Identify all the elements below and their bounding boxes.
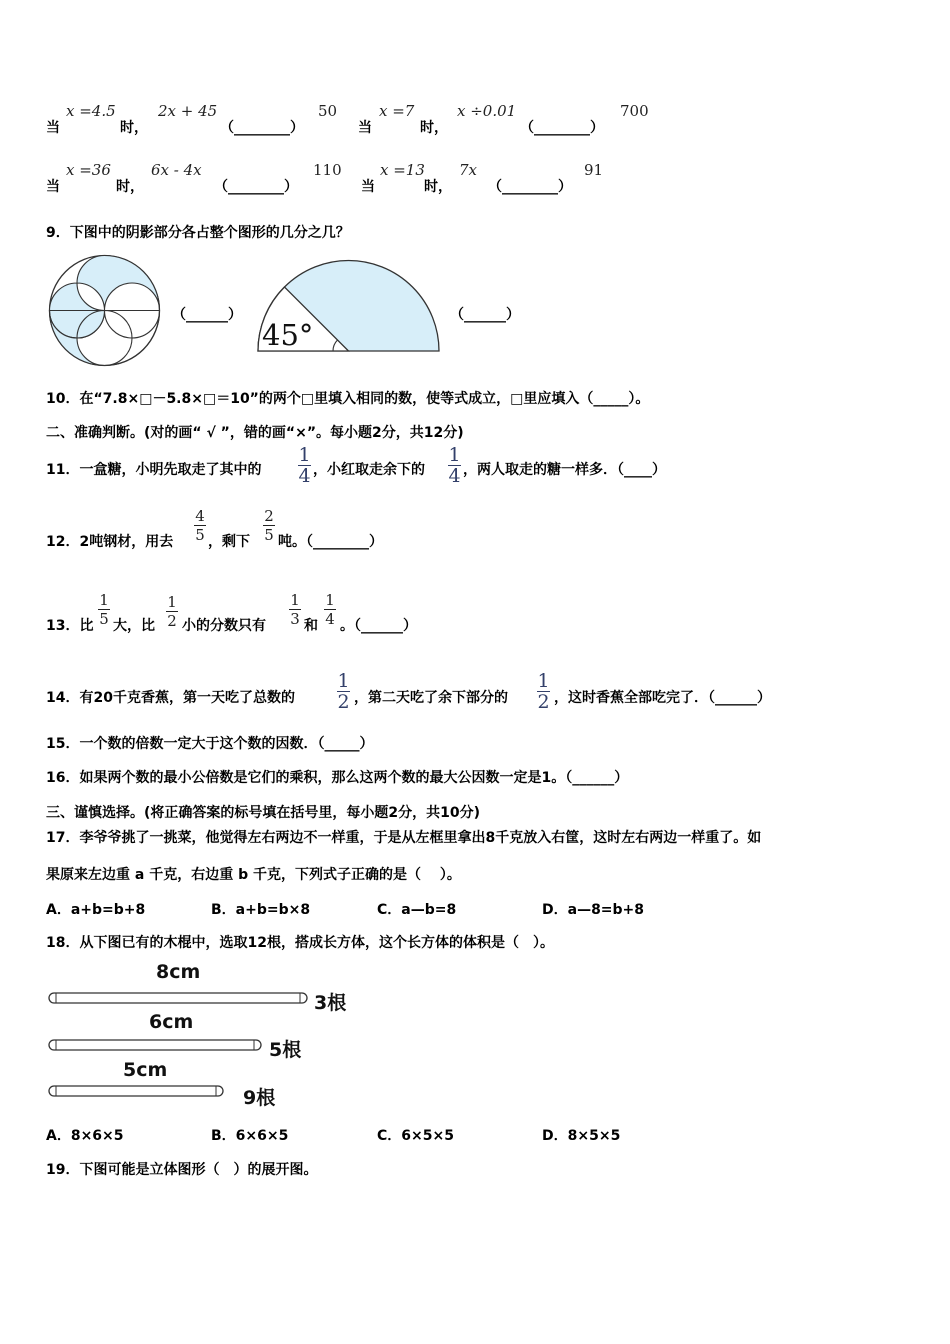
- angle-label: 45°: [262, 318, 314, 352]
- q8-r1b-when: 时，: [420, 120, 448, 136]
- q8-r1a-blank[interactable]: （________）: [220, 120, 304, 136]
- q8-r2b-value: 91: [584, 161, 604, 179]
- q18-text: 18．从下图已有的木棍中，选取12根，搭成长方体，这个长方体的体积是（ ）。: [46, 935, 554, 951]
- q17-option-a[interactable]: A．a+b=b+8: [46, 902, 146, 918]
- q8-r2b-prefix: 当: [361, 179, 375, 195]
- q17-option-c[interactable]: C．a—b=8: [377, 902, 457, 918]
- q8-r1a-expression: 2x + 45: [158, 102, 218, 120]
- q13-text-5: 。（______）: [340, 618, 417, 634]
- q12-fraction-1: 4 5: [195, 507, 205, 544]
- q8-r2a-expression: 6x - 4x: [151, 161, 202, 179]
- q8-r1b-blank[interactable]: （________）: [520, 120, 604, 136]
- q18-option-a[interactable]: A．8×6×5: [46, 1128, 124, 1144]
- q9-blank-1[interactable]: （______）: [172, 307, 242, 323]
- q12-text-3: 吨。（________）: [278, 534, 383, 550]
- rod-3-length: 5cm: [123, 1059, 168, 1081]
- q11-text-3: ，两人取走的糖一样多．（____）: [463, 462, 666, 478]
- rod-2: [48, 1037, 264, 1053]
- q8-r2a-condition: x =36: [66, 161, 111, 179]
- q9-circle-figure: [47, 253, 162, 368]
- q11-fraction-2: 1 4: [448, 444, 461, 487]
- rod-3-count: 9根: [243, 1087, 276, 1109]
- q11-text-1: 11．一盒糖，小明先取走了其中的: [46, 462, 262, 478]
- q14-text-1: 14．有20千克香蕉，第一天吃了总数的: [46, 690, 295, 706]
- q12-fraction-2: 2 5: [264, 507, 274, 544]
- q9-semicircle-figure: [256, 259, 441, 354]
- q16-text: 16．如果两个数的最小公倍数是它们的乘积，那么这两个数的最大公因数一定是1。（______）: [46, 770, 629, 786]
- q15-text: 15．一个数的倍数一定大于这个数的因数．（_____）: [46, 736, 374, 752]
- rod-1-count: 3根: [314, 992, 347, 1014]
- q13-text-3: 小的分数只有: [182, 618, 266, 634]
- q8-r2b-condition: x =13: [380, 161, 425, 179]
- q8-r1a-when: 时，: [120, 120, 148, 136]
- section-2-heading: 二、准确判断。(对的画“ √ ”，错的画“×”。每小题2分，共12分): [46, 425, 464, 441]
- q13-text-4: 和: [304, 618, 318, 634]
- rod-2-length: 6cm: [149, 1011, 194, 1033]
- q17-text-line-2: 果原来左边重 a 千克，右边重 b 千克，下列式子正确的是（ ）。: [46, 867, 461, 883]
- q12-text-2: ，剩下: [208, 534, 250, 550]
- q13-text-2: 大，比: [113, 618, 155, 634]
- q17-option-d[interactable]: D．a—8=b+8: [542, 902, 645, 918]
- q18-option-d[interactable]: D．8×5×5: [542, 1128, 621, 1144]
- q14-text-3: ，这时香蕉全部吃完了．（______）: [554, 690, 771, 706]
- q8-r2b-blank[interactable]: （________）: [488, 179, 572, 195]
- q8-r1a-prefix: 当: [46, 120, 60, 136]
- q17-option-b[interactable]: B．a+b=b×8: [211, 902, 311, 918]
- rod-1: [48, 990, 310, 1006]
- q8-r2b-when: 时，: [424, 179, 452, 195]
- q14-text-2: ，第二天吃了余下部分的: [354, 690, 508, 706]
- q14-fraction-1: 1 2: [337, 670, 350, 713]
- q18-option-b[interactable]: B．6×6×5: [211, 1128, 289, 1144]
- q9-blank-2[interactable]: （______）: [450, 307, 520, 323]
- q8-r2a-when: 时，: [116, 179, 144, 195]
- q11-text-2: ，小红取走余下的: [313, 462, 425, 478]
- rod-3: [48, 1083, 226, 1099]
- q8-r2a-prefix: 当: [46, 179, 60, 195]
- q8-r1a-value: 50: [318, 102, 338, 120]
- q8-r2b-expression: 7x: [459, 161, 478, 179]
- q8-r1b-expression: x ÷0.01: [457, 102, 517, 120]
- q8-r1b-value: 700: [620, 102, 649, 120]
- q8-r2a-value: 110: [313, 161, 342, 179]
- q8-r2a-blank[interactable]: （________）: [214, 179, 298, 195]
- q17-text-line-1: 17．李爷爷挑了一挑菜，他觉得左右两边不一样重，于是从左框里拿出8千克放入右筐，这时左右两边一样重了。如: [46, 830, 762, 846]
- q13-fraction-1: 1 5: [99, 591, 109, 628]
- q11-fraction-1: 1 4: [298, 444, 311, 487]
- q14-fraction-2: 1 2: [537, 670, 550, 713]
- q9-title: 9．下图中的阴影部分各占整个图形的几分之几？: [46, 225, 350, 241]
- q12-text-1: 12．2吨钢材，用去: [46, 534, 174, 550]
- rod-1-length: 8cm: [156, 961, 201, 983]
- q8-r1a-condition: x =4.5: [66, 102, 116, 120]
- q13-fraction-4: 1 4: [325, 591, 335, 628]
- q13-text-1: 13．比: [46, 618, 94, 634]
- q13-fraction-2: 1 2: [167, 593, 177, 630]
- q8-r1b-prefix: 当: [358, 120, 372, 136]
- q10-text: 10．在“7.8×□－5.8×□＝10”的两个□里填入相同的数，使等式成立，□里应填入（_____）。: [46, 391, 650, 407]
- q18-option-c[interactable]: C．6×5×5: [377, 1128, 454, 1144]
- q8-r1b-condition: x =7: [379, 102, 415, 120]
- q19-text: 19．下图可能是立体图形（ ）的展开图。: [46, 1162, 318, 1178]
- q13-fraction-3: 1 3: [290, 591, 300, 628]
- section-3-heading: 三、谨慎选择。(将正确答案的标号填在括号里，每小题2分，共10分): [46, 805, 481, 821]
- rod-2-count: 5根: [269, 1039, 302, 1061]
